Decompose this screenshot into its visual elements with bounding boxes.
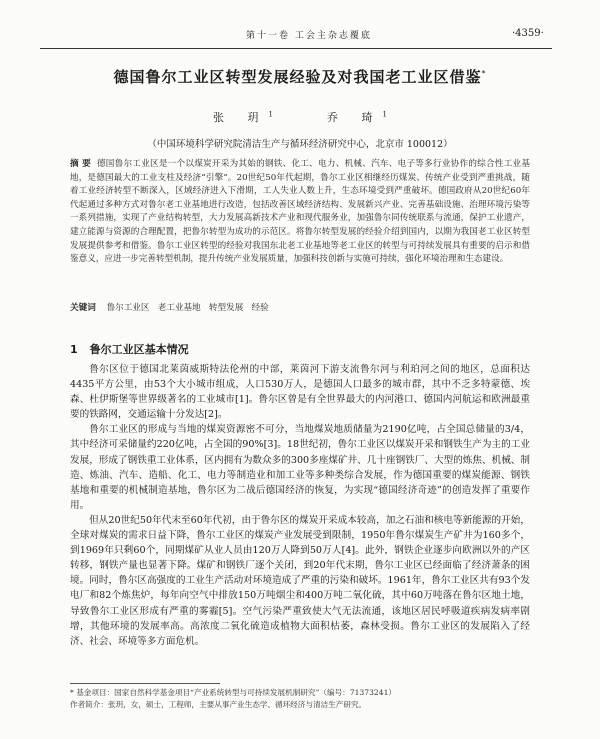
paper-title — [40, 66, 560, 87]
running-header — [0, 28, 600, 44]
author-name: 乔 琦 — [327, 111, 383, 124]
footnote-funding: * 基金项目：国家自然科学基金项目“产业系统转型与可持续发展机制研究”（编号：71373241） — [70, 688, 396, 697]
section-number: 1 — [70, 343, 78, 356]
abstract-text: 德国鲁尔工业区是一个以煤炭开采为其始的钢铁、化工、电力、机械、汽车、电子等多行业协作的综合性工业基地，是德国最大的工业支柱及经济“引擎”。20世纪50年代起期，鲁尔工业区相继经历煤炭、传统产业受到严重挑战，随着工业经济转型不断深入，区域经济进入下滑期，工人失业人数上升，生态环境受到严重破坏。德国政府从20世纪60年代起通过多种方式对鲁尔老工业基地进行改造，包括改善区域经济结构、发展新兴产业、完善基础设施、治理环境污染等一系列措施，实现了产业结构转型，大力发展高新技术产业和现代服务业，加强鲁尔同传统联系与流通，保护工业遗产，建立能源与资源的合理配置，把鲁尔转型为成功的示范区。将鲁尔转型发展的经验介绍到国内，以期为我国老工业区转型发展提供参考和借鉴。鲁尔工业区转型的经验对我国东北老工业基地等老工业区的转型与可持续发展具有重要的启示和借鉴意义，应进一步完善转型机制，提升传统产业发展质量，加强科技创新与实施可持续，强化环境治理和生态建设。 — [70, 159, 530, 265]
author-affil-mark: 1 — [382, 110, 387, 119]
footnotes — [70, 687, 550, 711]
section-heading — [70, 341, 189, 357]
keyword: 鲁尔工业区 — [106, 303, 150, 313]
affiliation: （中国环境科学研究院清洁生产与循环经济研究中心，北京市 100012） — [147, 139, 453, 150]
keyword: 转型发展 — [208, 303, 244, 313]
keyword: 老工业基地 — [157, 303, 201, 313]
keywords-label: 关键词 — [70, 303, 96, 313]
abstract-label: 摘 要 — [70, 159, 91, 169]
paragraph: 鲁尔工业区的形成与当地的煤炭资源密不可分，当地煤炭地质储量为2190亿吨，占全国总储量的3/4，其中经济可采储量约220亿吨，占全国的90%[3]。18世纪初，鲁尔工业区以煤炭开采和钢铁生产为主的工业发展，形成了钢铁重工业体系，区内拥有为数众多的300多座煤矿井、几十座钢铁厂、大型的炼焦、机械、制造、炼油、汽车、造船、化工、电力等制造业和加工业等多种类综合发展，作为德国重要的煤炭能源、钢铁基地和重要的机械制造基地，鲁尔区为二战后德国经济的恢复，为实现“德国经济奇迹”的创造发挥了重要作用。 — [70, 424, 530, 511]
page-number: ·4359· — [512, 28, 544, 39]
author-list — [0, 109, 600, 125]
keywords — [70, 301, 530, 313]
body-text — [70, 362, 530, 649]
funding-mark: * — [481, 69, 487, 78]
footnote-author-bio: 作者简介：张玥，女，硕士，工程师，主要从事产业生态学、循环经济与清洁生产研究。 — [70, 700, 367, 709]
abstract — [70, 158, 530, 267]
journal-name: 第十一卷 工会主杂志覆底 — [246, 31, 372, 41]
keyword: 经验 — [251, 303, 269, 313]
paragraph: 鲁尔区位于德国北莱茵威斯特法伦州的中部，莱茵河下游支流鲁尔河与利珀河之间的地区，总面积达4435平方公里，由53个大小城市组成，人口530万人，是德国人口最多的城市群，其中不乏多特蒙德、埃森、杜伊斯堡等世界级著名的工业城市[1]。鲁尔区曾是有全世界最大的内河港口、德国内河航运和欧洲最重要的铁路网，交通运输十分发达[2]。 — [70, 364, 530, 421]
footnote-divider — [70, 683, 220, 684]
section-title: 鲁尔工业区基本情况 — [89, 343, 189, 356]
author-name: 张 玥 — [213, 111, 269, 124]
author-affil-mark: 1 — [268, 110, 273, 119]
paper-title-text: 德国鲁尔工业区转型发展经验及对我国老工业区借鉴 — [113, 68, 482, 86]
paragraph: 但从20世纪50年代末至60年代初，由于鲁尔区的煤炭开采成本较高，加之石油和核电等新能源的开始，全球对煤炭的需求日益下降，鲁尔工业区的煤炭产业发展受到限制，1950年鲁尔煤炭生产矿井为160多个，到1969年只剩60个，同期煤矿从业人员由120万人降到50万人[4]。此外，钢铁企业逐步向欧洲以外的产区转移，钢铁产量也显著下降。煤矿和钢铁厂逐个关闭，到20年代末期，鲁尔工业区已经面临了经济萧条的困境。同时，鲁尔区高强度的工业生产活动对环境造成了严重的污染和破坏。1961年，鲁尔工业区共有93个发电厂和82个炼焦炉，每年向空气中排放150万吨烟尘和400万吨二氧化硫，其中60万吨落在鲁尔区地土地，导致鲁尔工业区形成有严重的雾霾[5]。空气污染严重致使大气无法流通，该地区居民呼吸道疾病发病率剧增，其他环境的发展率高。高浓度二氧化硫造成植物大面积枯萎，森林受损。鲁尔工业区的发展陷入了经济、社会、环境等多方面危机。 — [70, 514, 530, 647]
header-divider — [40, 48, 552, 49]
